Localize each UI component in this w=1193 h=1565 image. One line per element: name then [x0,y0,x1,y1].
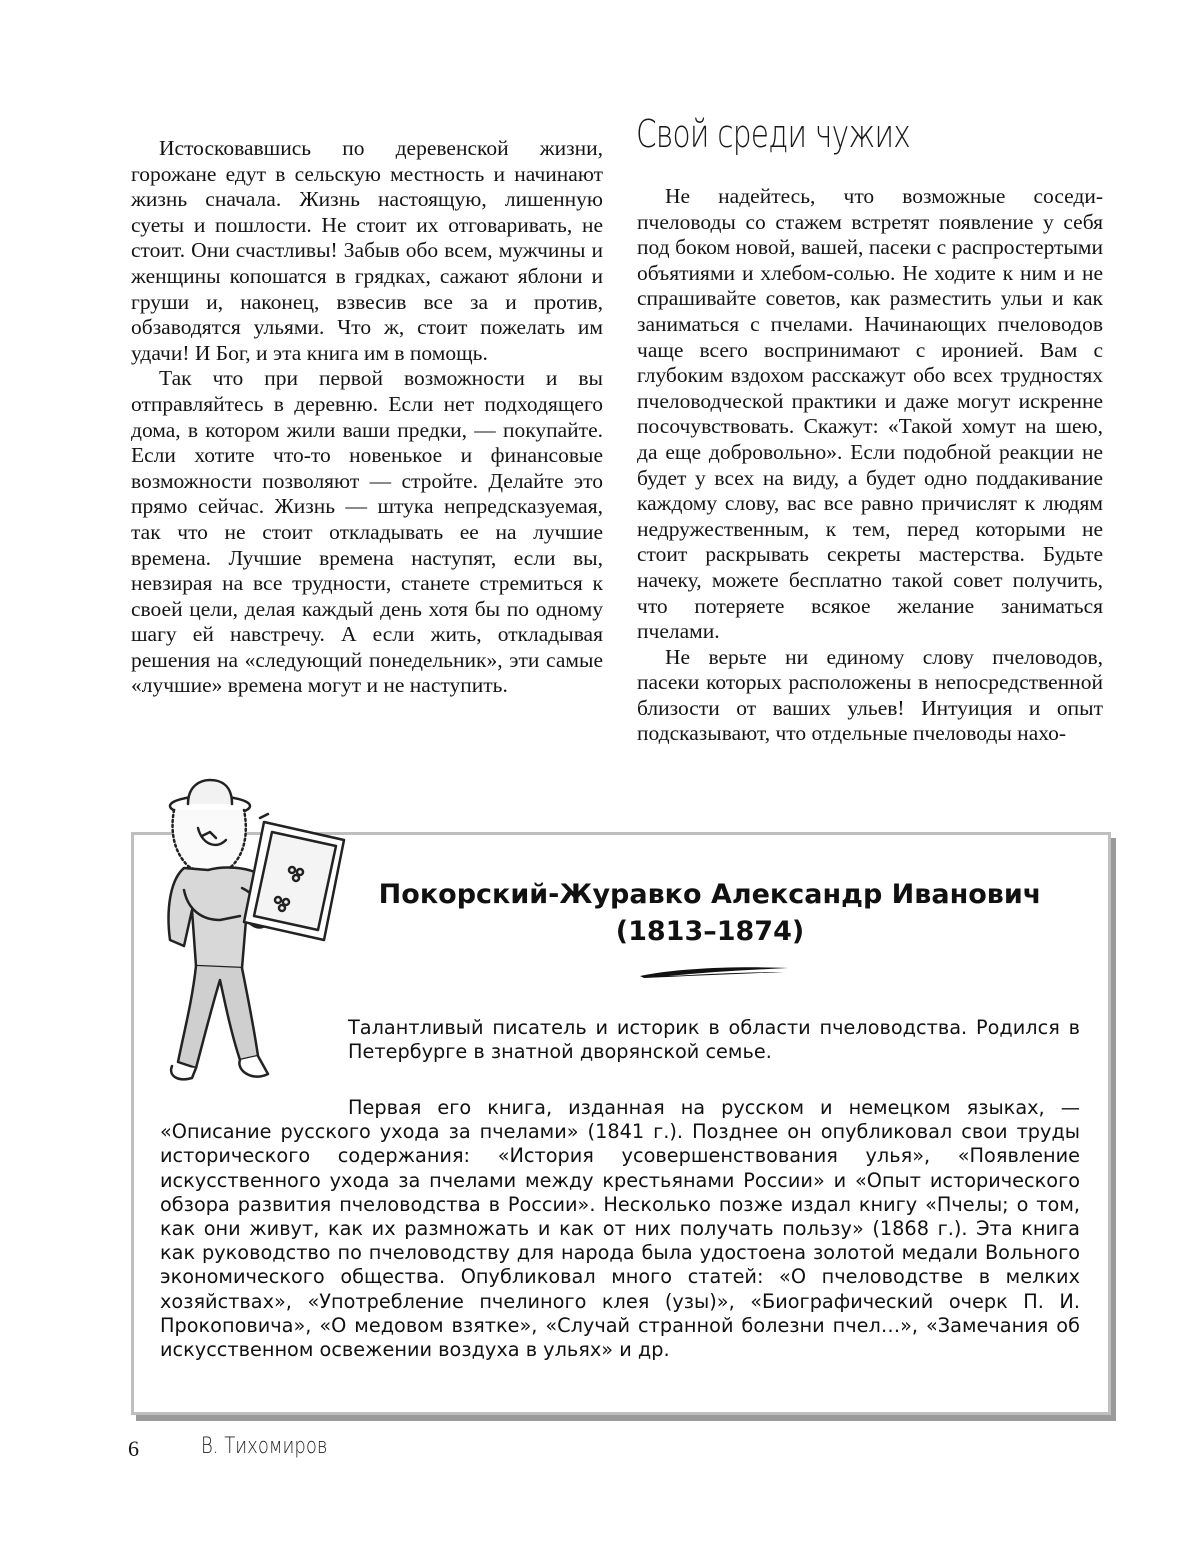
paragraph: Истосковавшись по деревенской жизни, горожане едут в сельскую местность и начинают жизнь сначала. Жизнь настоящую, лишенную суеты и пошлости. Не стоит их отговаривать, не стоит. Они счастливы! Забыв обо всем, мужчины и женщины копошатся в грядках, сажают яблони и груши и, наконец, взвесив все за и против, обзаводятся ульями. Что ж, стоит пожелать им удачи! И Бог, и эта книга им в помощь. [131,136,603,365]
divider-swash-icon [638,962,790,980]
person-name: Покорский-Журавко Александр Иванович [378,879,1042,910]
beekeeper-illustration-icon [144,770,354,1090]
paragraph: Так что при первой возможности и вы отправляйтесь в деревню. Если нет подходящего дома, в котором жили ваши предки, — покупайте. Если хотите что-то новенькое и финансовые возможности позволяют — стройте. Делайте это прямо сейчас. Жизнь — штука непредсказуемая, так что не стоит откладывать ее на лучшие времена. Лучшие времена наступят, если вы, невзирая на все трудности, станете стремиться к своей цели, делая каждый день хотя бы по одному шагу ей навстречу. А если жить, откладывая решения на «следующий понедельник», эти самые «лучшие» времена могут и не наступить. [131,366,603,698]
page-number: 6 [128,1436,139,1461]
section-title: Свой среди чужих [636,112,911,156]
paragraph: Не верьте ни единому слову пчеловодов, пасеки которых расположены в непосредственной близости от ваших ульев! Интуиция и опыт подсказывают, что отдельные пчеловоды нахо- [637,644,1103,746]
biography-heading [360,876,1060,950]
paragraph: Не надейтесь, что возможные соседи-пчеловоды со стажем встретят появление у себя под боком новой, вашей, пасеки с распростертыми объятиями и хлебом-солью. Не ходите к ним и не спрашивайте советов, как разместить ульи и как заниматься с пчелами. Начинающих пчеловодов чаще всего воспринимают с иронией. Вам с глубоким вздохом расскажут обо всех трудностях пчеловодческой практики и даже могут искренне посочувствовать. Скажут: «Такой хомут на шею, да еще добровольно». Если подобной реакции не будет у всех на виду, а будет одно поддакивание каждому слову, вас все равно причислят к людям недружественным, к тем, перед которыми не стоит раскрывать секреты мастерства. Будьте начеку, можете бесплатно такой совет получить, что потеряете всякое желание заниматься пчелами. [637,184,1103,644]
left-column [131,136,603,699]
right-column [637,184,1103,747]
running-footer-author: В. Тихомиров [201,1434,328,1459]
biography-paragraph: Первая его книга, изданная на русском и немецком языках, — «Описание русского ухода за пчелами» (1841 г.). Позднее он опубликовал свои труды исторического содержания: «История усовершенствования улья», «Появление искусственного ухода за пчелами между крестьянами России» и «Опыт исторического обзора развития пчеловодства в России». Несколько позже издал книгу «Пчелы; о том, как они живут, как их размножать и как от них получать пользу» (1868 г.). Эта книга как руководство по пчеловодству для народа была удостоена золотой медали Вольного экономического общества. Опубликовал много статей: «О пчеловодстве в мелких хозяйствах», «Употребление пчелиного клея (узы)», «Биографический очерк П. И. Прокоповича», «О медовом взятке», «Случай странной болезни пчел…», «Замечания об искусственном освежении воздуха в ульях» и др. [160,1096,1080,1362]
life-years: (1813–1874) [615,916,805,947]
biography-paragraph: Талантливый писатель и историк в области пчеловодства. Родился в Петербурге в знатной дворянской семье. [348,1016,1080,1064]
